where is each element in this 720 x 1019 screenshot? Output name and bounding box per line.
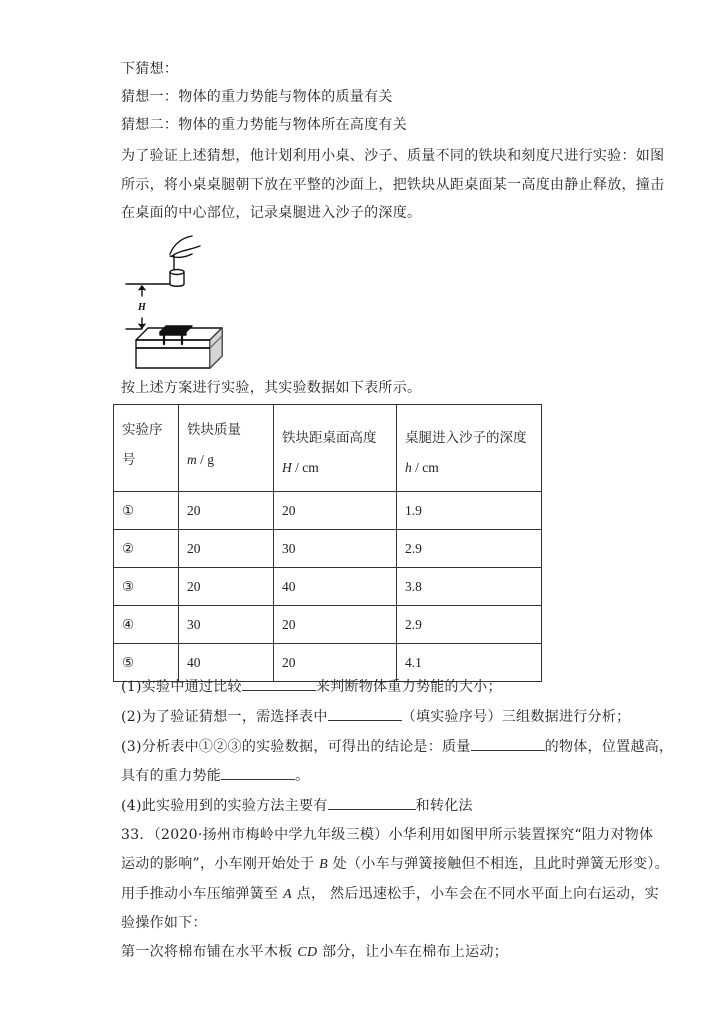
question-4: (4)此实验用到的实验方法主要有 和转化法 — [121, 795, 473, 816]
cell-id: ③ — [114, 568, 179, 606]
cell-mass: 20 — [179, 530, 274, 568]
table-intro: 按上述方案进行实验，其实验数据如下表所示。 — [121, 380, 422, 396]
answer-blank-3b[interactable] — [221, 765, 295, 780]
table-row — [114, 492, 542, 530]
hypothesis-two: 猜想二：物体的重力势能与物体所在高度有关 — [121, 117, 407, 133]
problem-33-line4: 验操作如下： — [121, 915, 207, 931]
cell-depth: 4.1 — [397, 644, 542, 682]
problem-33-line3: 用手推动小车压缩弹簧至 A 点， 然后迅速松手，小车会在不同水平面上向右运动，实 — [121, 886, 659, 902]
table-row — [114, 606, 542, 644]
question-2: (2)为了验证猜想一，需选择表中 （填实验序号）三组数据进行分析； — [121, 706, 630, 727]
cell-height: 20 — [274, 606, 397, 644]
header-experiment-no: 实验序 号 — [114, 405, 179, 492]
cell-mass: 20 — [179, 492, 274, 530]
cell-id: ① — [114, 492, 179, 530]
method-text-line2: 所示，将小桌桌腿朝下放在平整的沙面上，把铁块从距桌面某一高度由静止释放，撞击 — [121, 177, 665, 193]
answer-blank-3a[interactable] — [471, 736, 545, 751]
cell-depth: 1.9 — [397, 492, 542, 530]
question-3: (3)分析表中①②③的实验数据，可得出的结论是：质量 的物体，位置越高， — [121, 736, 673, 757]
hypothesis-one: 猜想一：物体的重力势能与物体的质量有关 — [121, 89, 393, 105]
problem-33-line1: 33．（2020·扬州市梅岭中学九年级三模）小华利用如图甲所示装置探究“阻力对物体 — [121, 827, 654, 843]
experiment-figure — [124, 232, 234, 372]
header-mass: 铁块质量 m / g — [179, 405, 274, 492]
table-row — [114, 530, 542, 568]
cell-mass: 20 — [179, 568, 274, 606]
cell-depth: 2.9 — [397, 606, 542, 644]
cell-mass: 30 — [179, 606, 274, 644]
answer-blank-1[interactable] — [242, 676, 316, 691]
cell-height: 20 — [274, 644, 397, 682]
height-label: H — [138, 302, 146, 313]
cell-id: ⑤ — [114, 644, 179, 682]
method-text-line3: 在桌面的中心部位，记录桌腿进入沙子的深度。 — [121, 205, 422, 221]
problem-33-line2: 运动的影响”，小车刚开始处于 B 处（小车与弹簧接触但不相连，且此时弹簧无形变）。 — [121, 856, 669, 872]
question-1: (1)实验中通过比较 来判断物体重力势能的大小； — [121, 676, 502, 697]
table-header-row — [114, 405, 542, 492]
intro-line: 下猜想： — [121, 61, 179, 77]
hand-icon — [170, 236, 200, 257]
method-text-line1: 为了验证上述猜想，他计划利用小桌、沙子、质量不同的铁块和刻度尺进行实验：如图 — [121, 148, 665, 164]
cell-id: ④ — [114, 606, 179, 644]
header-height: 铁块距桌面高度 H / cm — [274, 405, 397, 492]
small-table — [160, 326, 192, 344]
data-table — [113, 404, 542, 682]
cell-height: 20 — [274, 492, 397, 530]
header-depth: 桌腿进入沙子的深度 h / cm — [397, 405, 542, 492]
cell-depth: 3.8 — [397, 568, 542, 606]
iron-block — [170, 270, 184, 287]
cell-height: 30 — [274, 530, 397, 568]
table-row — [114, 568, 542, 606]
answer-blank-4[interactable] — [328, 795, 416, 810]
cell-id: ② — [114, 530, 179, 568]
cell-mass: 40 — [179, 644, 274, 682]
cell-height: 40 — [274, 568, 397, 606]
problem-33-line5: 第一次将棉布铺在水平木板 CD 部分，让小车在棉布上运动； — [121, 944, 509, 960]
question-3-cont: 具有的重力势能 。 — [121, 765, 309, 786]
answer-blank-2[interactable] — [328, 706, 402, 721]
cell-depth: 2.9 — [397, 530, 542, 568]
